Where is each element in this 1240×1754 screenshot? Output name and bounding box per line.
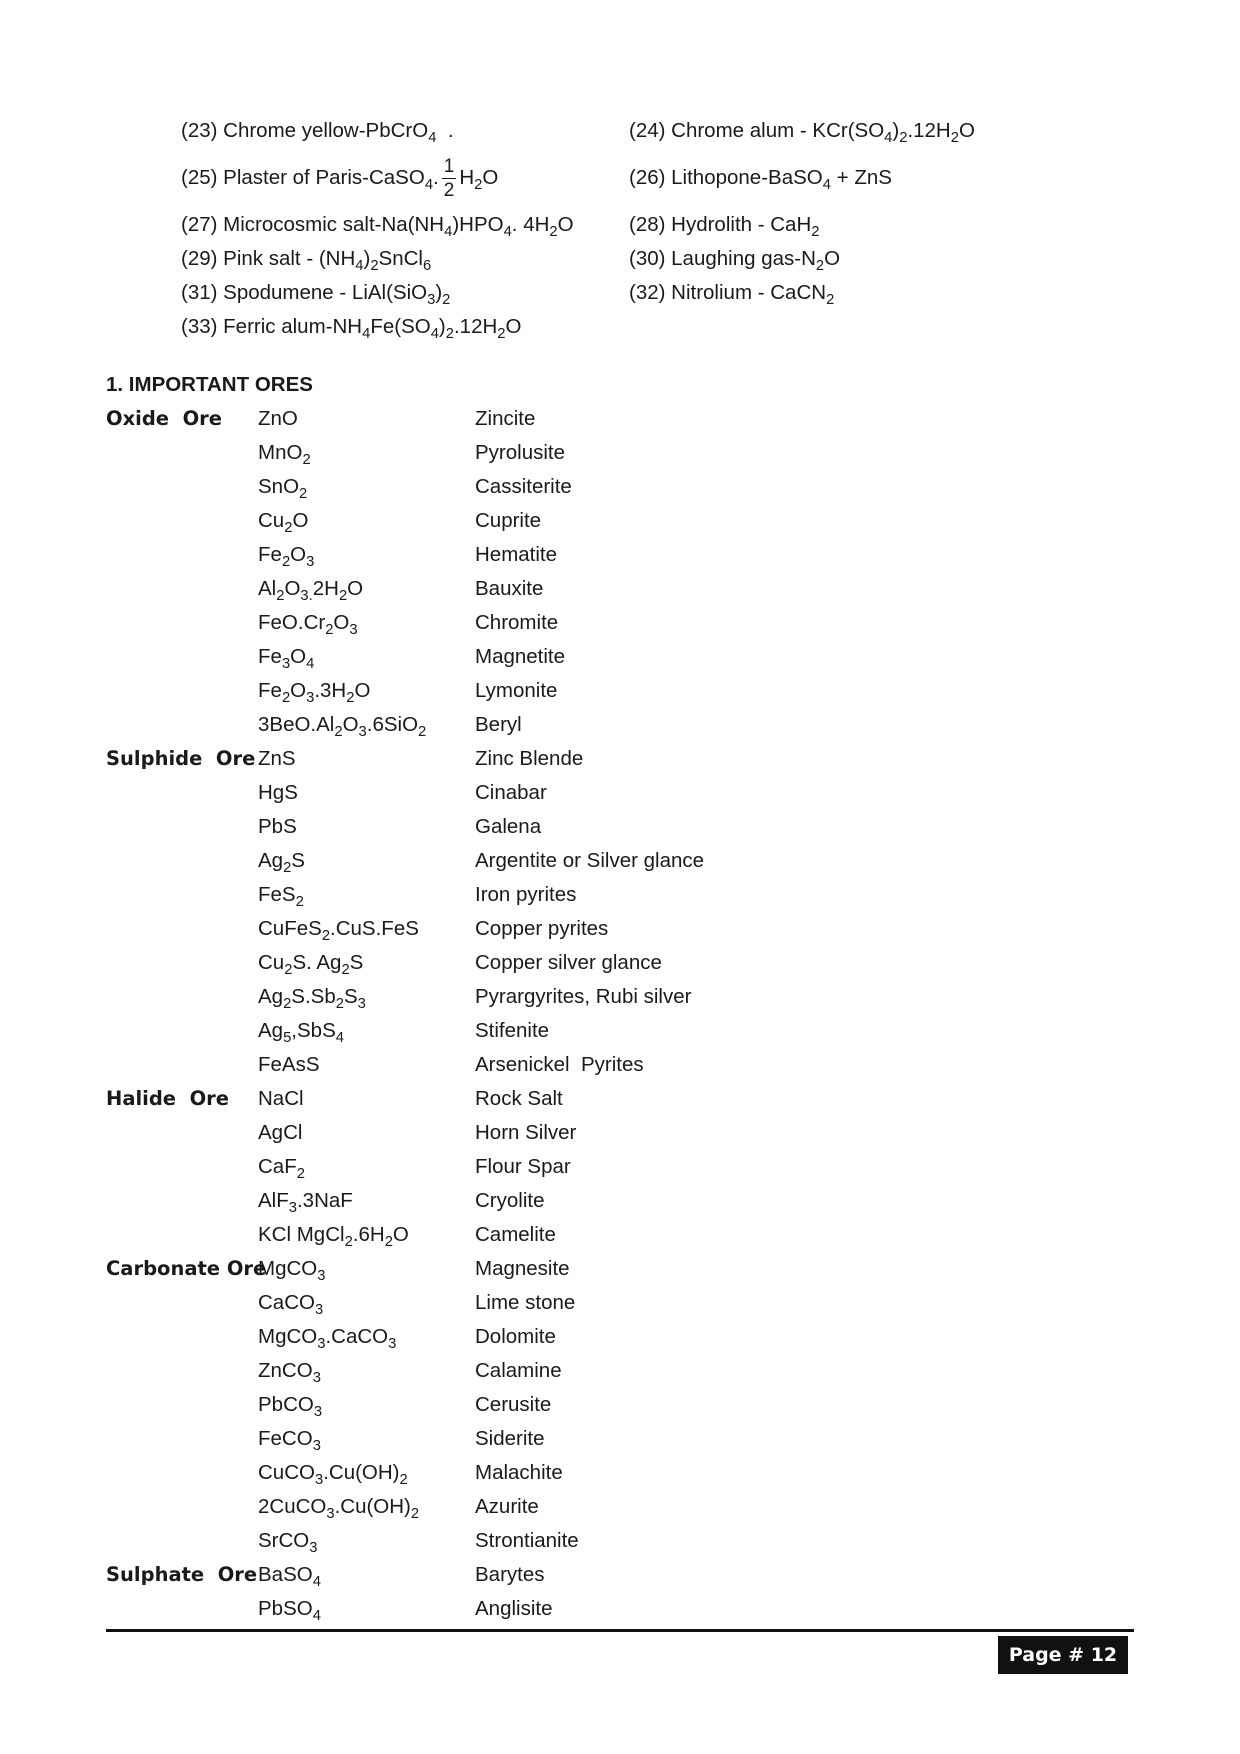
ore-row: [106, 1422, 906, 1456]
item-lithopone: (26) Lithopone-BaSO$_4$ + ZnS: [629, 166, 892, 194]
ore-row: [106, 1456, 906, 1490]
ore-name: Cassiterite: [475, 475, 572, 498]
ore-name: Iron pyrites: [475, 883, 577, 906]
ore-formula: FeS$_2$: [258, 883, 304, 911]
ore-row: [106, 1490, 906, 1524]
ore-formula: SrCO$_3$: [258, 1529, 318, 1557]
ore-row: [106, 878, 906, 912]
ore-formula: HgS: [258, 781, 298, 804]
ore-formula: $CuCO_3.Cu(OH)_2$: [258, 1461, 408, 1489]
compound-list: [181, 114, 1081, 344]
intro-row: [181, 208, 1081, 242]
ore-formula: ZnS: [258, 747, 296, 770]
ore-formula: MgCO$_3$.CaCO$_3$: [258, 1325, 397, 1353]
intro-row: [181, 114, 1081, 148]
ore-row: [106, 1048, 906, 1082]
section-heading: 1. IMPORTANT ORES: [106, 373, 313, 396]
ore-row: [106, 742, 906, 776]
ore-name: Barytes: [475, 1563, 545, 1586]
ore-name: Malachite: [475, 1461, 563, 1484]
intro-row: [181, 148, 1081, 208]
ore-row: [106, 1150, 906, 1184]
ore-formula: CaF$_2$: [258, 1155, 305, 1183]
ore-row: [106, 1388, 906, 1422]
ore-formula: CaCO$_3$: [258, 1291, 324, 1319]
ore-row: [106, 538, 906, 572]
ore-category-label: Sulphate Ore: [106, 1563, 258, 1586]
ore-name: Bauxite: [475, 577, 544, 600]
ore-formula: $2CuCO_3.Cu(OH)_2$: [258, 1495, 420, 1523]
ore-row: [106, 708, 906, 742]
ore-formula: $Fe_2O_3$: [258, 543, 315, 571]
ore-name: Magnesite: [475, 1257, 570, 1280]
ore-formula: PbCO$_3$: [258, 1393, 323, 1421]
ore-category-label: Oxide Ore: [106, 407, 223, 430]
ore-row: [106, 1252, 906, 1286]
ore-formula: $Ag_2S$: [258, 849, 305, 877]
intro-row: [181, 242, 1081, 276]
ore-name: Strontianite: [475, 1529, 579, 1552]
ore-name: Camelite: [475, 1223, 556, 1246]
ore-name: Azurite: [475, 1495, 539, 1518]
ore-name: Zinc Blende: [475, 747, 584, 770]
ore-category-label: Carbonate Ore: [106, 1257, 267, 1280]
ore-formula: ZnO: [258, 407, 298, 430]
ore-name: Stifenite: [475, 1019, 550, 1042]
ore-formula: FeCO$_3$: [258, 1427, 321, 1455]
ore-row: [106, 810, 906, 844]
ore-row: [106, 776, 906, 810]
ore-row: [106, 402, 906, 436]
ore-row: [106, 1116, 906, 1150]
ore-row: [106, 1218, 906, 1252]
ore-name: Lymonite: [475, 679, 558, 702]
ore-row: [106, 1592, 906, 1626]
ore-row: [106, 912, 906, 946]
ore-formula: $Al_2O_{3.}2H_2O$: [258, 577, 364, 605]
ore-row: [106, 1082, 906, 1116]
item-plaster-of-paris: (25) Plaster of Paris-CaSO$_4$. $\frac{1}{2}$ $H_2O$: [181, 156, 499, 202]
ore-name: Pyrargyrites, Rubi silver: [475, 985, 692, 1008]
ore-formula: MnO$_2$: [258, 441, 311, 469]
ore-name: Arsenickel Pyrites: [475, 1053, 644, 1076]
ore-name: Zincite: [475, 407, 536, 430]
ore-name: Argentite or Silver glance: [475, 849, 705, 872]
ore-category-label: Halide Ore: [106, 1087, 230, 1110]
ore-formula: $Cu_2O$: [258, 509, 309, 537]
item-laughing-gas: (30) Laughing gas-$N_2O$: [629, 247, 841, 275]
item-chrome-yellow: (23) Chrome yellow-PbCrO$_4$ .: [181, 119, 454, 147]
ore-formula: $FeO.Cr_2O_3$: [258, 611, 358, 639]
item-microcosmic-salt: (27) Microcosmic salt-$Na(NH_4)HPO_4$. $4H_2O$: [181, 213, 574, 241]
ore-formula: PbSO$_4$: [258, 1597, 321, 1625]
ore-formula: $Fe_3O_4$: [258, 645, 315, 673]
ore-name: Pyrolusite: [475, 441, 566, 464]
ore-row: [106, 674, 906, 708]
ore-row: [106, 1354, 906, 1388]
ore-formula: $Fe_2O_3.3H_2O$: [258, 679, 371, 707]
ore-formula: $Cu_2S$. $Ag_2S$: [258, 951, 364, 979]
ore-row: [106, 1184, 906, 1218]
ore-formula: NaCl: [258, 1087, 304, 1110]
ore-name: Calamine: [475, 1359, 562, 1382]
ore-formula: $Ag_2S.Sb_2S_3$: [258, 985, 366, 1013]
intro-row: [181, 276, 1081, 310]
ore-formula: BaSO$_4$: [258, 1563, 321, 1591]
ore-formula: CuFeS$_2$.CuS.FeS: [258, 917, 419, 945]
ore-row: [106, 504, 906, 538]
ore-row: [106, 606, 906, 640]
item-nitrolium: (32) Nitrolium - CaCN$_2$: [629, 281, 835, 309]
ore-name: Cinabar: [475, 781, 547, 804]
ore-formula: $3BeO.Al_2O_3.6SiO_2$: [258, 713, 427, 741]
ore-row: [106, 844, 906, 878]
item-ferric-alum: (33) Ferric alum-$NH_4Fe(SO_4)_2.12H_2O$: [181, 315, 522, 343]
ore-name: Cuprite: [475, 509, 542, 532]
ore-row: [106, 572, 906, 606]
ore-name: Hematite: [475, 543, 558, 566]
ore-row: [106, 980, 906, 1014]
ore-name: Cerusite: [475, 1393, 552, 1416]
ore-row: [106, 1558, 906, 1592]
ore-row: [106, 1524, 906, 1558]
ore-category-label: Sulphide Ore: [106, 747, 256, 770]
item-chrome-alum: (24) Chrome alum - $KCr(SO_4)_2.12H_2O$: [629, 119, 975, 147]
ore-name: Magnetite: [475, 645, 566, 668]
ore-name: Chromite: [475, 611, 559, 634]
item-hydrolith: (28) Hydrolith - CaH$_2$: [629, 213, 820, 241]
ore-formula: KCl $MgCl_2.6H_2O$: [258, 1223, 409, 1251]
ore-name: Flour Spar: [475, 1155, 571, 1178]
ore-name: Copper silver glance: [475, 951, 662, 974]
ore-row: [106, 1320, 906, 1354]
fraction: $\frac{1}{2}$: [443, 156, 455, 202]
ore-row: [106, 640, 906, 674]
ore-row: [106, 1014, 906, 1048]
ores-table: [106, 402, 906, 1626]
ore-name: Cryolite: [475, 1189, 545, 1212]
item-spodumene: (31) Spodumene - $LiAl(SiO_3)_2$: [181, 281, 451, 309]
ore-name: Copper pyrites: [475, 917, 609, 940]
ore-formula: AgCl: [258, 1121, 303, 1144]
ore-formula: $Ag_5,SbS_4$: [258, 1019, 344, 1047]
ore-row: [106, 470, 906, 504]
item-pink-salt: (29) Pink salt - $(NH_4)_2SnCl_6$: [181, 247, 432, 275]
ore-formula: SnO$_2$: [258, 475, 308, 503]
ore-name: Lime stone: [475, 1291, 576, 1314]
ore-name: Rock Salt: [475, 1087, 563, 1110]
ore-name: Beryl: [475, 713, 522, 736]
ore-name: Siderite: [475, 1427, 545, 1450]
ore-name: Dolomite: [475, 1325, 556, 1348]
ore-row: [106, 1286, 906, 1320]
ore-formula: FeAsS: [258, 1053, 320, 1076]
footer-rule: [106, 1629, 1134, 1632]
intro-row: [181, 310, 1081, 344]
ore-formula: AlF$_3$.3NaF: [258, 1189, 353, 1217]
ore-row: [106, 436, 906, 470]
ore-formula: MgCO$_3$: [258, 1257, 326, 1285]
page-number-badge: Page # 12: [998, 1636, 1128, 1674]
ore-formula: ZnCO$_3$: [258, 1359, 321, 1387]
ore-name: Anglisite: [475, 1597, 553, 1620]
ore-formula: PbS: [258, 815, 297, 838]
ore-row: [106, 946, 906, 980]
ore-name: Galena: [475, 815, 542, 838]
ore-name: Horn Silver: [475, 1121, 577, 1144]
